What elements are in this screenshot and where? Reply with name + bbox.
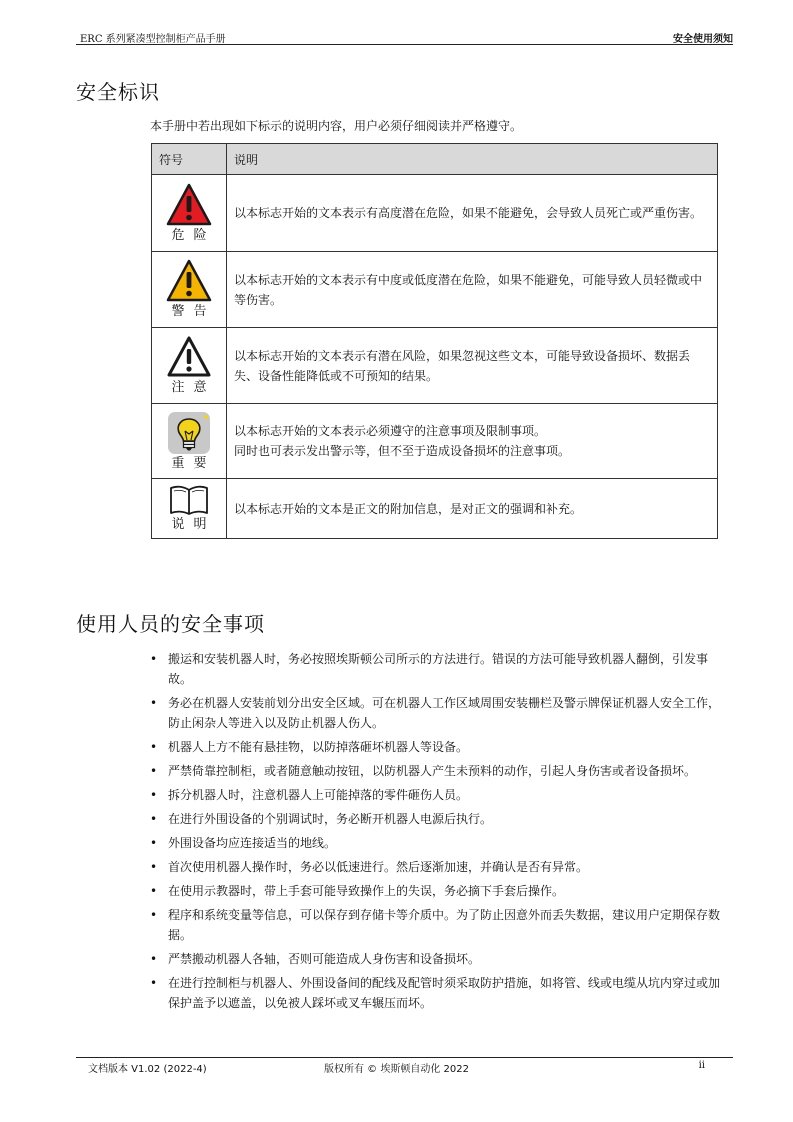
symbol-cell	[152, 328, 227, 404]
table-row	[152, 479, 718, 539]
header-symbol: 符号	[152, 144, 227, 175]
list-item: • 务必在机器人安装前划分出安全区域。可在机器人工作区域周围安装栅栏及警示牌保证机器人安全工作，防止闲杂人等进入以及防止机器人伤人。	[150, 693, 722, 733]
list-item: • 严禁搬动机器人各轴，否则可能造成人身伤害和设备损坏。	[150, 949, 722, 969]
lightbulb-icon	[166, 411, 212, 455]
list-item: • 机器人上方不能有悬挂物，以防掉落砸坏机器人等设备。	[150, 737, 722, 757]
warning-icon	[166, 259, 212, 303]
list-item: • 在进行控制柜与机器人、外围设备间的配线及配管时须采取防护措施，如将管、线或电缆从坑内穿过或加保护盖予以遮盖，以免被人踩坏或叉车辗压而坏。	[150, 973, 722, 1013]
page-header	[76, 30, 733, 45]
header-doc-title: ERC 系列紧凑型控制柜产品手册	[80, 34, 226, 45]
page-footer	[76, 1057, 733, 1074]
section-title-safety-signs: 安全标识	[76, 80, 160, 104]
symbol-cell	[152, 175, 227, 252]
caution-icon	[166, 335, 212, 379]
symbol-label: 注意	[171, 380, 216, 395]
table-row	[152, 404, 718, 479]
description-cell: 以本标志开始的文本表示有中度或低度潜在危险，如果不能避免，可能导致人员轻微或中等伤害。	[227, 252, 718, 328]
description-line: 以本标志开始的文本表示必须遵守的注意事项及限制事项。	[234, 424, 547, 438]
list-item: • 在使用示教器时，带上手套可能导致操作上的失误，务必摘下手套后操作。	[150, 881, 722, 901]
table-row	[152, 175, 718, 252]
footer-copyright: 版权所有 © 埃斯顿自动化 2022	[324, 1064, 469, 1075]
symbol-cell	[152, 404, 227, 479]
description-cell: 以本标志开始的文本表示有高度潜在危险，如果不能避免，会导致人员死亡或严重伤害。	[227, 175, 718, 252]
table-header-row	[152, 144, 718, 175]
footer-doc-version: 文档版本 V1.02 (2022-4)	[88, 1064, 207, 1075]
symbol-cell	[152, 252, 227, 328]
header-description: 说明	[227, 144, 718, 175]
symbol-label: 说明	[171, 517, 216, 532]
footer-page-number: ii	[698, 1060, 705, 1071]
safety-signs-table	[151, 143, 718, 539]
intro-text: 本手册中若出现如下标示的说明内容，用户必须仔细阅读并严格遵守。	[150, 119, 523, 133]
table-row	[152, 328, 718, 404]
book-icon	[168, 484, 210, 516]
safety-items-list	[150, 649, 722, 1017]
list-item: • 在进行外围设备的个别调试时，务必断开机器人电源后执行。	[150, 809, 722, 829]
list-item: • 程序和系统变量等信息，可以保存到存储卡等介质中。为了防止因意外而丢失数据，建议用户定期保存数据。	[150, 905, 722, 945]
description-cell: 以本标志开始的文本表示有潜在风险，如果忽视这些文本，可能导致设备损坏、数据丢失、设备性能降低或不可预知的结果。	[227, 328, 718, 404]
list-item: • 首次使用机器人操作时，务必以低速进行。然后逐渐加速，并确认是否有异常。	[150, 857, 722, 877]
description-line: 同时也可表示发出警示等，但不至于造成设备损坏的注意事项。	[234, 444, 571, 458]
danger-icon	[166, 183, 212, 227]
symbol-label: 重要	[171, 455, 216, 471]
section-title-user-safety: 使用人员的安全事项	[76, 612, 265, 636]
header-chapter-title: 安全使用须知	[673, 34, 733, 45]
symbol-label: 危险	[171, 227, 216, 243]
symbol-label: 警告	[171, 304, 216, 319]
list-item: • 搬运和安装机器人时，务必按照埃斯顿公司所示的方法进行。错误的方法可能导致机器人翻倒，引发事故。	[150, 649, 722, 689]
list-item: • 外围设备均应连接适当的地线。	[150, 833, 722, 853]
list-item: • 严禁倚靠控制柜，或者随意触动按钮，以防机器人产生未预料的动作，引起人身伤害或者设备损坏。	[150, 761, 722, 781]
table-row	[152, 252, 718, 328]
description-cell	[227, 404, 718, 479]
symbol-cell	[152, 479, 227, 539]
list-item: • 拆分机器人时，注意机器人上可能掉落的零件砸伤人员。	[150, 785, 722, 805]
description-cell: 以本标志开始的文本是正文的附加信息，是对正文的强调和补充。	[227, 479, 718, 539]
